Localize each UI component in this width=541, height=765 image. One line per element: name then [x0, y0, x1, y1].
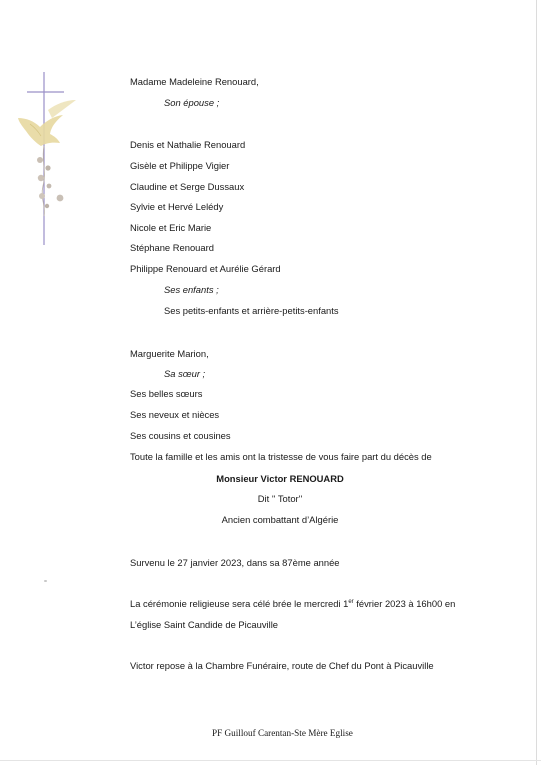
ceremony-place: L’église Saint Candide de Picauville [130, 619, 279, 630]
ceremony-date-suffix: er [348, 599, 354, 605]
announcement-text: Toute la famille et les amis ont la tristesse de vous faire part du décès de [130, 451, 432, 462]
children-role: Ses enfants ; [164, 284, 219, 295]
deceased-surname: RENOUARD [289, 473, 344, 484]
flower-stem-icon [37, 146, 63, 216]
child-line: Nicole et Eric Marie [130, 222, 212, 233]
cross-icon [27, 72, 64, 245]
deceased-nickname: Dit '' Totor'' [257, 493, 303, 504]
spouse-role: Son épouse ; [164, 97, 220, 108]
child-line: Claudine et Serge Dussaux [130, 181, 245, 192]
child-line: Philippe Renouard et Aurélie Gérard [130, 263, 281, 274]
ceremony-line [130, 598, 455, 610]
child-line: Sylvie et Hervé Lelédy [130, 201, 224, 212]
child-line: Gisèle et Philippe Vigier [130, 160, 230, 171]
spouse-name: Madame Madeleine Renouard, [130, 76, 259, 87]
dove-icon [18, 100, 76, 146]
relative-line: Ses cousins et cousines [130, 430, 231, 441]
child-line: Denis et Nathalie Renouard [130, 139, 246, 150]
religious-emblem [0, 0, 90, 250]
ceremony-text-end: février 2023 à 16h00 en [353, 598, 456, 609]
sister-role: Sa sœur ; [164, 368, 206, 379]
funeral-home-footer: PF Guillouf Carentan-Ste Mère Eglise [212, 728, 353, 738]
page-edge-bottom [0, 760, 541, 761]
deceased-distinction: Ancien combattant d’Algérie [221, 514, 339, 525]
relative-line: Ses neveux et nièces [130, 409, 220, 420]
scan-speck [44, 580, 47, 582]
ceremony-text-start: La cérémonie religieuse sera célé brée le mercredi 1 [130, 598, 349, 609]
child-line: Stéphane Renouard [130, 242, 214, 253]
sister-name: Marguerite Marion, [130, 348, 209, 359]
page-edge-right [536, 0, 537, 765]
death-info: Survenu le 27 janvier 2023, dans sa 87ème année [130, 557, 340, 568]
rest-place: Victor repose à la Chambre Funéraire, route de Chef du Pont à Picauville [130, 660, 434, 671]
deceased-title: Monsieur Victor [216, 473, 287, 484]
grandchildren-line: Ses petits-enfants et arrière-petits-enfants [164, 305, 339, 316]
deceased-name [130, 473, 430, 485]
relative-line: Ses belles sœurs [130, 388, 203, 399]
